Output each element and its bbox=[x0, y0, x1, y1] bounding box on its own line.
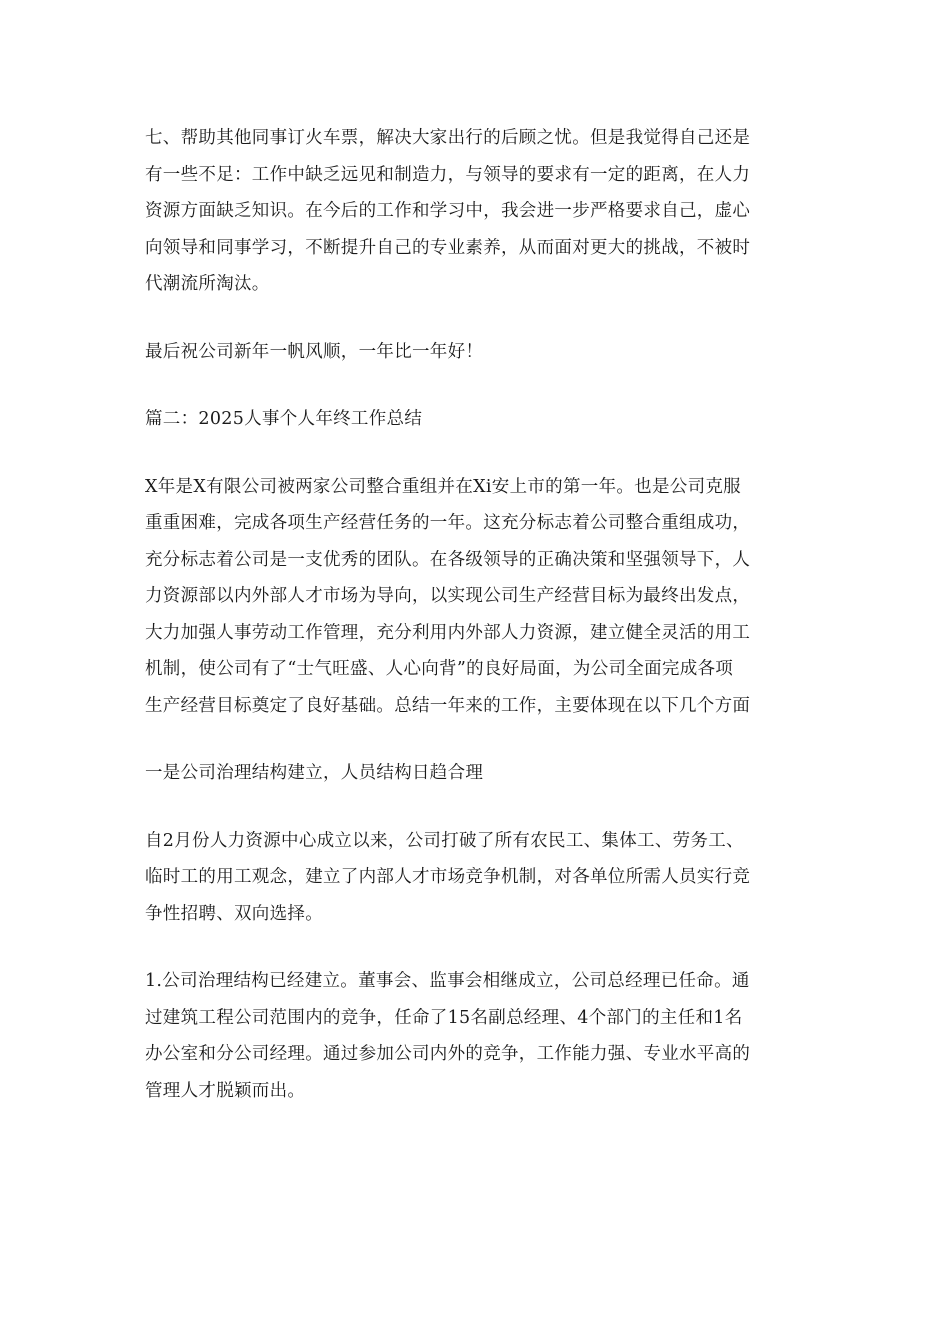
text-line: 向领导和同事学习，不断提升自己的专业素养，从而面对更大的挑战，不被时 bbox=[145, 237, 751, 258]
text-line: 重重困难，完成各项生产经营任务的一年。这充分标志着公司整合重组成功， bbox=[145, 513, 751, 533]
paragraph-item-one bbox=[145, 963, 805, 1109]
text-line: 生产经营目标奠定了良好基础。总结一年来的工作，主要体现在以下几个方面 bbox=[145, 695, 751, 716]
section-heading bbox=[145, 401, 805, 438]
text-line: 一是公司治理结构建立，人员结构日趋合理 bbox=[145, 763, 484, 783]
text-line: 自2月份人力资源中心成立以来，公司打破了所有农民工、集体工、劳务工、 bbox=[145, 830, 744, 851]
paragraph-closing-wish bbox=[145, 334, 805, 371]
text-line: 临时工的用工观念，建立了内部人才市场竞争机制，对各单位所需人员实行竞 bbox=[145, 867, 751, 887]
text-line: 大力加强人事劳动工作管理，充分利用内外部人力资源，建立健全灵活的用工 bbox=[145, 622, 751, 643]
text-line: 代潮流所淘汰。 bbox=[145, 274, 270, 294]
text-line: 管理人才脱颖而出。 bbox=[145, 1080, 306, 1101]
text-line: 最后祝公司新年一帆风顺，一年比一年好！ bbox=[145, 341, 484, 362]
subheading-governance bbox=[145, 755, 805, 792]
text-line: 资源方面缺乏知识。在今后的工作和学习中，我会进一步严格要求自己，虚心 bbox=[145, 201, 751, 221]
text-line: 力资源部以内外部人才市场为导向，以实现公司生产经营目标为最终出发点， bbox=[145, 586, 751, 606]
text-line: 有一些不足：工作中缺乏远见和制造力，与领导的要求有一定的距离，在人力 bbox=[145, 164, 751, 185]
paragraph-hr-center bbox=[145, 823, 805, 933]
text-line: 1.公司治理结构已经建立。董事会、监事会相继成立，公司总经理已任命。通 bbox=[145, 971, 750, 991]
text-line: 争性招聘、双向选择。 bbox=[145, 903, 323, 924]
heading-line: 篇二：2025人事个人年终工作总结 bbox=[145, 409, 423, 429]
text-line: 充分标志着公司是一支优秀的团队。在各级领导的正确决策和坚强领导下，人 bbox=[145, 549, 751, 570]
text-line: 办公室和分公司经理。通过参加公司内外的竞争，工作能力强、专业水平高的 bbox=[145, 1044, 751, 1064]
text-line: X年是X有限公司被两家公司整合重组并在Xi安上市的第一年。也是公司克服 bbox=[145, 476, 741, 497]
text-line: 七、帮助其他同事订火车票，解决大家出行的后顾之忧。但是我觉得自己还是 bbox=[145, 128, 751, 148]
text-line: 机制，使公司有了“士气旺盛、人心向背”的良好局面，为公司全面完成各项 bbox=[145, 659, 734, 679]
paragraph-part-seven bbox=[145, 120, 805, 303]
paragraph-intro bbox=[145, 469, 805, 725]
document-page bbox=[145, 120, 805, 1140]
text-line: 过建筑工程公司范围内的竞争，任命了15名副总经理、4个部门的主任和1名 bbox=[145, 1007, 743, 1028]
